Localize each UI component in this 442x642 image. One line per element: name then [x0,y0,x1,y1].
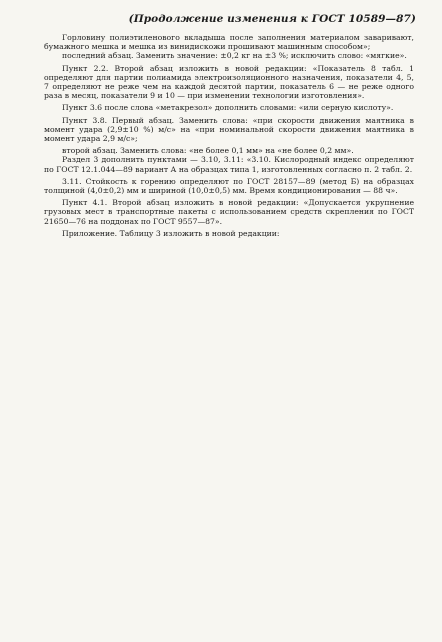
document-body [44,33,414,238]
paragraph-8: 3.11. Стойкость к горению определяют по ГОСТ 28157—89 (метод Б) на образцах толщиной (4,0±0,2) мм и шириной (10,0±0,5) мм. Время кондиционирования — 88 ч». [44,176,414,196]
paragraph-6: второй абзац. Заменить слова: «не более 0,1 мм» на «не более 0,2 мм». [62,146,354,156]
paragraph-3: Пункт 2.2. Второй абзац изложить в новой редакции: «Показатель 8 табл. 1 определяют для партии полиамида электроизоляционного назначения, показатели 4, 5, 7 определяют не реже чем на каждой десятой партии, показатель 6 — не реже одного раза в месяц, показатели 9 и 10 — при изменении технологии изготовления». [44,63,414,101]
paragraph-4: Пункт 3.6 после слова «метакрезол» дополнить словами: «или серную кислоту». [62,103,394,113]
paragraph-5: Пункт 3.8. Первый абзац. Заменить слова: «при скорости движения маятника в момент удара (2,9±10 %) м/с» на «при номинальной скорости движения маятника в момент удара 2,9 м/с»; [44,115,414,144]
paragraph-1: Горловину полиэтиленового вкладыша после заполнения материалом заваривают, бумажного мешка и мешка из винидискожи прошивают машинным способом»; [44,33,414,52]
page-header: (Продолжение изменения к ГОСТ 10589—87) [128,13,416,25]
paragraph-7: Раздел 3 дополнить пунктами — 3.10, 3.11: «3.10. Кислородный индекс определяют по ГОСТ 12.1.044—89 вариант А на образцах типа 1, изготовленных согласно п. 2 табл. 2. [44,155,414,174]
paragraph-2: последний абзац. Заменить значение: ±0,2 кг на ±3 %; исключить слово: «мягкие». [62,51,407,61]
paragraph-9: Пункт 4.1. Второй абзац изложить в новой редакции: «Допускается укрупнение грузовых мест в транспортные пакеты с использованием средств скрепления по ГОСТ 21650—76 на поддонах по ГОСТ 9557—87». [44,198,414,226]
paragraph-10: Приложение. Таблицу 3 изложить в новой редакции: [62,228,280,238]
